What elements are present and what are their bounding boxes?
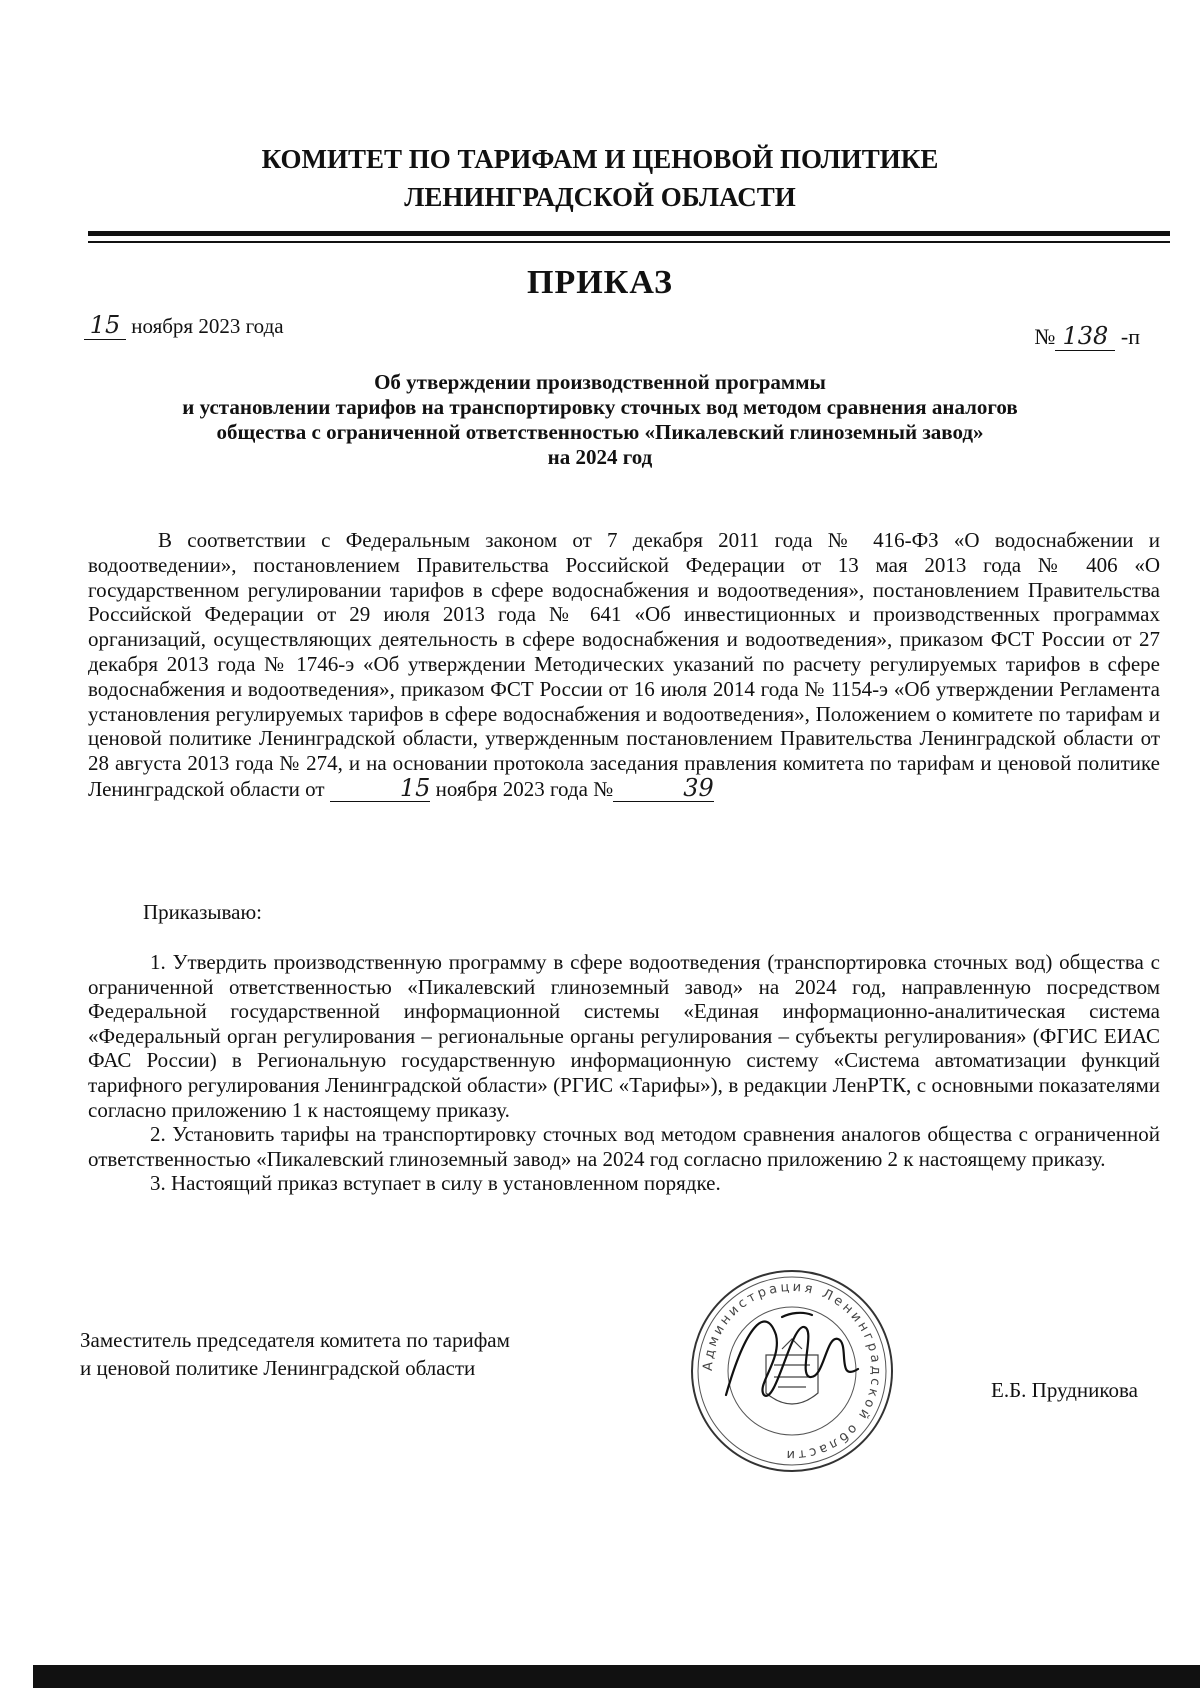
handwritten-protocol-number: 39 (613, 776, 714, 802)
order-item-3: 3. Настоящий приказ вступает в силу в установленном порядке. (150, 1171, 721, 1196)
handwritten-day: 15 (84, 311, 126, 340)
handwritten-number: 138 (1055, 322, 1115, 351)
subject-line-4: на 2024 год (547, 445, 653, 469)
header-rule-thin (88, 241, 1170, 243)
signer-name: Е.Б. Прудникова (991, 1378, 1138, 1402)
number-suffix: -п (1120, 324, 1140, 349)
scan-edge-bar (33, 1665, 1200, 1688)
signer-position (80, 1326, 510, 1382)
header-rule-thick (88, 231, 1170, 236)
coat-of-arms-icon (766, 1339, 818, 1404)
order-items (88, 950, 1160, 1196)
basis-text: В соответствии с Федеральным законом от 7 декабря 2011 года № 416-ФЗ «О водоснабжении и водоотведении», постановлением Правительства Российской Федерации от 13 мая 2013 года № 406 «О государственном регулировании тарифов в сфере водоснабжения и водоотведения», постановлением Правительства Российской Федерации от 29 июля 2013 года № 641 «Об инвестиционных и производственных программах организаций, осуществляющих деятельность в сфере водоснабжения и водоотведения», приказом ФСТ России от 27 декабря 2013 года № 1746-э «Об утверждении Методических указаний по расчету регулируемых тарифов в сфере водоснабжения и водоотведения», приказом ФСТ России от 16 июля 2014 года № 1154-э «Об утверждении Регламента установления регулируемых тарифов в сфере водоснабжения и водоотведения», Положением о комитете по тарифам и ценовой политике Ленинградской области, утвержденным постановлением Правительства Ленинградской области от 28 августа 2013 года № 274, и на основании протокола заседания правления комитета по тарифам и ценовой политике Ленинградской области от (88, 528, 1160, 801)
date-rest: ноября 2023 года (131, 314, 284, 338)
stamp-ring-text: Администрация Ленинградской области (700, 1279, 884, 1463)
basis-paragraph (88, 528, 1160, 802)
order-date (84, 311, 284, 340)
order-number (1034, 322, 1140, 351)
official-stamp (686, 1265, 898, 1477)
subject-line-2: и установлении тарифов на транспортировку сточных вод методом сравнения аналогов (182, 395, 1018, 419)
order-word: Приказываю: (143, 900, 262, 924)
signer-position-line-1: Заместитель председателя комитета по тарифам (80, 1328, 510, 1352)
handwritten-protocol-day: 15 (330, 776, 431, 802)
organization-name (0, 140, 1200, 216)
basis-text-middle: ноября 2023 года № (435, 776, 614, 801)
document-type: ПРИКАЗ (527, 264, 673, 301)
org-line-2: ЛЕНИНГРАДСКОЙ ОБЛАСТИ (404, 182, 796, 212)
order-subject (100, 370, 1100, 470)
number-prefix: № (1034, 324, 1056, 349)
subject-line-3: общества с ограниченной ответственностью «Пикалевский глиноземный завод» (216, 420, 984, 444)
order-item-1: 1. Утвердить производственную программу в сфере водоотведения (транспортировка сточных вод) общества с ограниченной ответственностью «Пикалевский глиноземный завод» на 2024 год, направленную посредством Федеральной государственной информационной системы «Единая информационно-аналитическая система «Федеральный орган регулирования – региональные органы регулирования – субъекты регулирования» (ФГИС ЕИАС ФАС России) в Региональную государственную информационную систему «Система автоматизации функций тарифного регулирования Ленинградской области» (РГИС «Тарифы»), в редакции ЛенРТК, с основными показателями согласно приложению 1 к настоящему приказу. (88, 950, 1160, 1122)
signer-position-line-2: и ценовой политике Ленинградской области (80, 1356, 476, 1380)
org-line-1: КОМИТЕТ ПО ТАРИФАМ И ЦЕНОВОЙ ПОЛИТИКЕ (261, 144, 939, 174)
signature-scribble-icon (726, 1313, 858, 1396)
order-item-2: 2. Установить тарифы на транспортировку сточных вод методом сравнения аналогов общества с ограниченной ответственностью «Пикалевский глиноземный завод» на 2024 год согласно приложению 2 к настоящему приказу. (88, 1122, 1160, 1171)
subject-line-1: Об утверждении производственной программы (374, 370, 826, 394)
